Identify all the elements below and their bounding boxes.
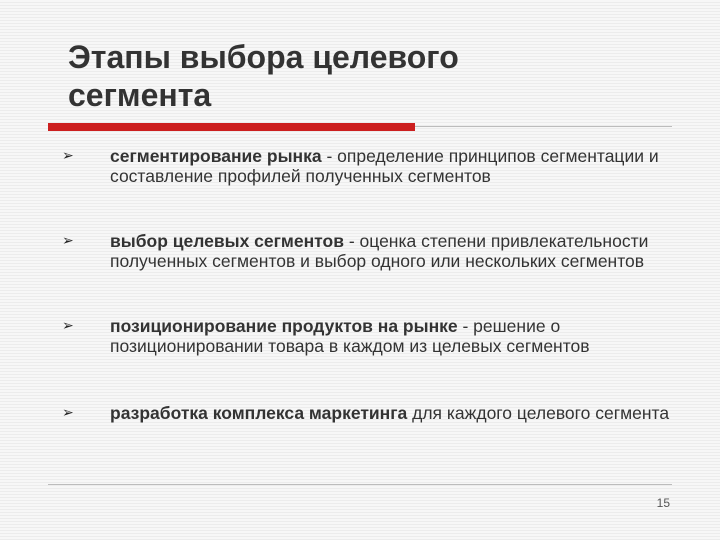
bullet-text (110, 316, 680, 356)
bullet-term: разработка комплекса маркетинга (110, 403, 408, 423)
bullet-description: - определение принципов сегментации и составление профилей полученных сегментов (110, 146, 659, 186)
bullet-description: - оценка степени привлекательности полученных сегментов и выбор одного или нескольких сегментов (110, 231, 649, 271)
slide-title: Этапы выбора целевого сегмента (68, 39, 459, 113)
bullet-term: позиционирование продуктов на рынке (110, 316, 458, 336)
arrow-bullet-icon: ➢ (62, 405, 74, 421)
bullet-text (110, 231, 680, 271)
arrow-bullet-icon: ➢ (62, 148, 74, 164)
arrow-bullet-icon: ➢ (62, 233, 74, 249)
footer-divider (48, 484, 672, 485)
bullet-text (110, 403, 680, 423)
title-accent-bar (48, 123, 415, 131)
bullet-description: для каждого целевого сегмента (407, 403, 670, 423)
page-number: 15 (656, 496, 670, 510)
bullet-text (110, 146, 680, 186)
arrow-bullet-icon: ➢ (62, 318, 74, 334)
bullet-term: сегментирование рынка (110, 146, 322, 166)
bullet-description: - решение о позиционировании товара в каждом из целевых сегментов (110, 316, 590, 356)
bullet-term: выбор целевых сегментов (110, 231, 344, 251)
